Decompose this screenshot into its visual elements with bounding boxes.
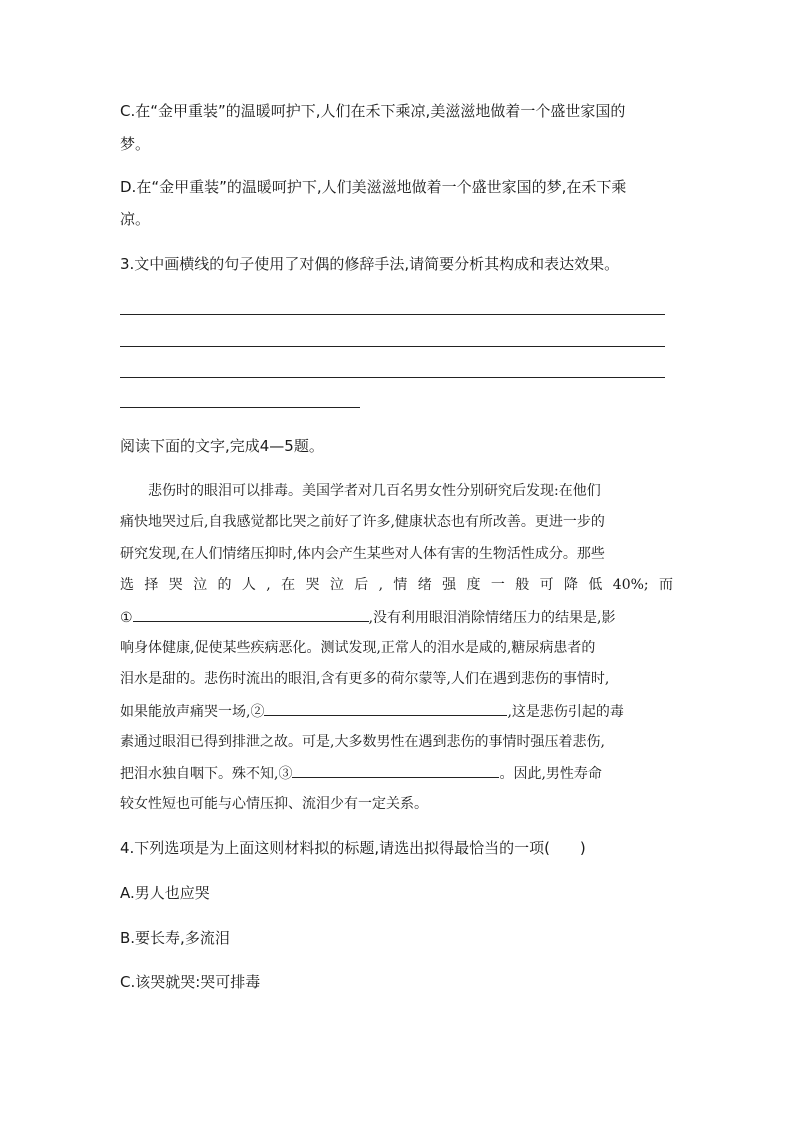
passage-line-8-text: 如果能放声痛哭一场, bbox=[120, 704, 251, 720]
question-3: 3.文中画横线的句子使用了对偶的修辞手法,请简要分析其构成和表达效果。 bbox=[120, 255, 620, 273]
blank-1 bbox=[133, 607, 369, 622]
passage-line-9: 素通过眼泪已得到排泄之故。可是,大多数男性在遇到悲伤的事情时强压着悲伤, bbox=[120, 734, 605, 750]
answer-line-1 bbox=[120, 314, 665, 315]
option-d-line1: D.在“金甲重装”的温暖呵护下,人们美滋滋地做着一个盛世家国的梦,在禾下乘 bbox=[120, 178, 627, 196]
passage-line-6: 响身体健康,促使某些疾病恶化。测试发现,正常人的泪水是咸的,糖尿病患者的 bbox=[120, 640, 596, 656]
passage-line-10-tail: 。因此,男性寿命 bbox=[499, 766, 602, 782]
option-c: C.该哭就哭:哭可排毒 bbox=[120, 973, 261, 991]
blank-2-marker: ② bbox=[250, 704, 265, 720]
passage-line-10-text: 把泪水独自咽下。殊不知, bbox=[120, 766, 279, 782]
passage-line-10 bbox=[120, 763, 602, 784]
option-c-line2: 梦。 bbox=[120, 135, 151, 153]
blank-3 bbox=[292, 763, 499, 778]
passage-line-4: 选择哭泣的人,在哭泣后,情绪强度一般可降低40%;而 bbox=[120, 577, 673, 593]
answer-line-4 bbox=[120, 407, 360, 408]
option-b: B.要长寿,多流泪 bbox=[120, 929, 230, 947]
passage-line-5-text: ,没有利用眼泪消除情绪压力的结果是,影 bbox=[368, 610, 616, 626]
passage-line-5 bbox=[120, 607, 615, 628]
answer-line-2 bbox=[120, 346, 665, 347]
blank-2 bbox=[264, 701, 507, 716]
blank-1-marker: ① bbox=[120, 610, 133, 626]
reading-intro: 阅读下面的文字,完成4—5题。 bbox=[120, 437, 324, 455]
passage-line-8-tail: ,这是悲伤引起的毒 bbox=[507, 704, 624, 720]
passage-line-3: 研究发现,在人们情绪压抑时,体内会产生某些对人体有害的生物活性成分。那些 bbox=[120, 546, 605, 562]
option-c-line1: C.在“金甲重装”的温暖呵护下,人们在禾下乘凉,美滋滋地做着一个盛世家国的 bbox=[120, 102, 626, 120]
passage-line-8 bbox=[120, 701, 624, 722]
answer-line-3 bbox=[120, 377, 665, 378]
passage-line-7: 泪水是甜的。悲伤时流出的眼泪,含有更多的荷尔蒙等,人们在遇到悲伤的事情时, bbox=[120, 671, 610, 687]
blank-3-marker: ③ bbox=[278, 766, 293, 782]
passage-line-2: 痛快地哭过后,自我感觉都比哭之前好了许多,健康状态也有所改善。更进一步的 bbox=[120, 514, 605, 530]
option-a: A.男人也应哭 bbox=[120, 884, 210, 902]
passage-line-11: 较女性短也可能与心情压抑、流泪少有一定关系。 bbox=[120, 796, 428, 812]
question-4: 4.下列选项是为上面这则材料拟的标题,请选出拟得最恰当的一项( ) bbox=[120, 839, 586, 857]
passage-line-1: 悲伤时的眼泪可以排毒。美国学者对几百名男女性分别研究后发现:在他们 bbox=[148, 483, 601, 499]
option-d-line2: 凉。 bbox=[120, 210, 151, 228]
